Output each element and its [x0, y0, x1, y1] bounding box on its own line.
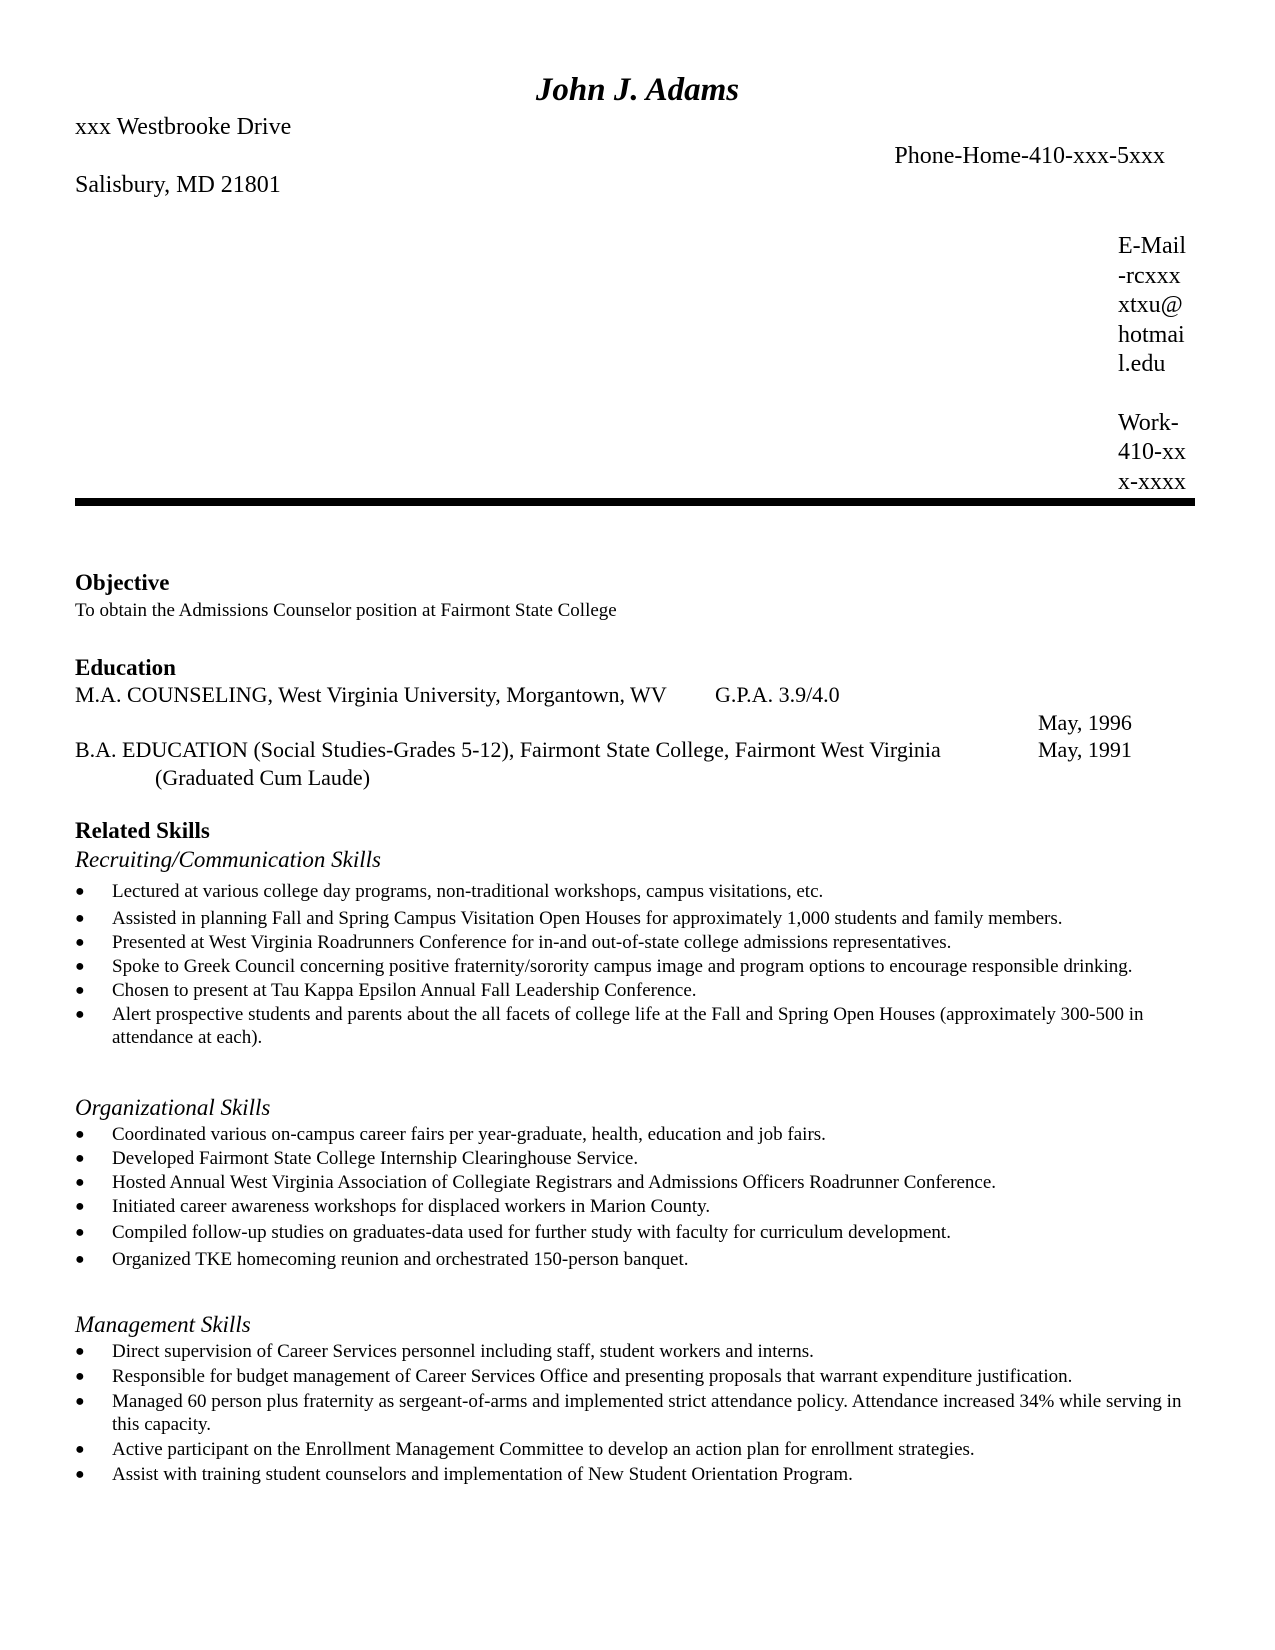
ba-degree: B.A. EDUCATION (Social Studies-Grades 5-12), Fairmont State College, Fairmont West Virginia [75, 737, 941, 762]
list-item: ● Developed Fairmont State College Internship Clearinghouse Service. [75, 1148, 639, 1169]
list-item: ● Alert prospective students and parents about the all facets of college life at the Fall and Spring Open Houses (approximately 300-500 in attendance at each). [75, 1004, 1144, 1048]
header-divider [75, 498, 1195, 506]
list-item: ● Spoke to Greek Council concerning positive fraternity/sorority campus image and program options to encourage responsible drinking. [75, 956, 1133, 977]
ma-gpa: G.P.A. 3.9/4.0 [715, 682, 840, 707]
list-item: ● Compiled follow-up studies on graduates-data used for further study with faculty for curriculum development. [75, 1222, 951, 1243]
list-item: ● Presented at West Virginia Roadrunners Conference for in-and out-of-state college admissions representatives. [75, 932, 952, 953]
phone-home: Phone-Home-410-xxx-5xxx [894, 143, 1165, 169]
list-item: ● Lectured at various college day programs, non-traditional workshops, campus visitations, etc. [75, 881, 824, 902]
bullet-icon: ● [75, 1126, 85, 1143]
email-line: xtxu@ [1118, 292, 1183, 318]
organizational-list [75, 1123, 1200, 1271]
address-line-1: xxx Westbrooke Drive [75, 114, 292, 140]
work-phone-line: 410-xx [1118, 439, 1186, 465]
resume-name: John J. Adams [535, 72, 740, 108]
ba-honor: (Graduated Cum Laude) [155, 765, 371, 790]
management-subheading: Management Skills [75, 1312, 251, 1337]
organizational-subheading: Organizational Skills [75, 1095, 271, 1120]
list-item: ● Chosen to present at Tau Kappa Epsilon Annual Fall Leadership Conference. [75, 980, 697, 1001]
ma-degree: M.A. COUNSELING, West Virginia University, Morgantown, WV [75, 682, 667, 707]
bullet-icon: ● [75, 982, 85, 999]
objective-heading: Objective [75, 570, 170, 595]
email-line: E-Mail [1118, 233, 1186, 259]
list-item: ● Initiated career awareness workshops for displaced workers in Marion County. [75, 1196, 711, 1217]
email-line: l.edu [1118, 351, 1166, 377]
recruiting-subheading: Recruiting/Communication Skills [75, 847, 381, 872]
bullet-icon: ● [75, 934, 85, 951]
email-line: -rcxxx [1118, 262, 1181, 289]
bullet-icon: ● [75, 1368, 85, 1385]
bullet-icon: ● [75, 1251, 85, 1268]
skills-heading: Related Skills [75, 818, 210, 843]
list-item: ● Direct supervision of Career Services personnel including staff, student workers and interns. [75, 1341, 814, 1362]
list-item: ● Responsible for budget management of Career Services Office and presenting proposals that warrant expenditure justification. [75, 1366, 1073, 1387]
bullet-icon: ● [75, 1198, 85, 1215]
work-phone-line: x-xxxx [1118, 468, 1186, 495]
bullet-icon: ● [75, 1006, 85, 1023]
list-item: ● Organized TKE homecoming reunion and orchestrated 150-person banquet. [75, 1249, 689, 1270]
education-heading: Education [75, 655, 176, 680]
bullet-icon: ● [75, 958, 85, 975]
bullet-icon: ● [75, 910, 85, 927]
bullet-icon: ● [75, 883, 85, 900]
bullet-icon: ● [75, 1174, 85, 1191]
bullet-icon: ● [75, 1150, 85, 1167]
list-item: ● Coordinated various on-campus career fairs per year-graduate, health, education and job fairs. [75, 1124, 826, 1145]
bullet-icon: ● [75, 1466, 85, 1483]
list-item: ● Managed 60 person plus fraternity as sergeant-of-arms and implemented strict attendance policy. Attendance increased 34% while serving in this capacity. [75, 1391, 1182, 1435]
list-item: ● Hosted Annual West Virginia Association of Collegiate Registrars and Admissions Officers Roadrunner Conference. [75, 1172, 997, 1193]
bullet-icon: ● [75, 1224, 85, 1241]
work-phone-line: Work- [1118, 409, 1179, 436]
address-line-2: Salisbury, MD 21801 [75, 172, 281, 198]
bullet-icon: ● [75, 1343, 85, 1360]
email-line: hotmai [1118, 321, 1185, 348]
bullet-icon: ● [75, 1441, 85, 1458]
objective-text: To obtain the Admissions Counselor position at Fairmont State College [75, 600, 617, 621]
ma-date: May, 1996 [1038, 710, 1132, 735]
ba-date: May, 1991 [1038, 737, 1132, 762]
management-list [75, 1340, 1200, 1486]
bullet-icon: ● [75, 1393, 85, 1410]
list-item: ● Active participant on the Enrollment Management Committee to develop an action plan for enrollment strategies. [75, 1439, 975, 1460]
list-item: ● Assist with training student counselors and implementation of New Student Orientation Program. [75, 1464, 853, 1485]
list-item: ● Assisted in planning Fall and Spring Campus Visitation Open Houses for approximately 1,000 students and family members. [75, 908, 1063, 929]
recruiting-list [75, 880, 1200, 1049]
contact-column [1118, 232, 1198, 497]
